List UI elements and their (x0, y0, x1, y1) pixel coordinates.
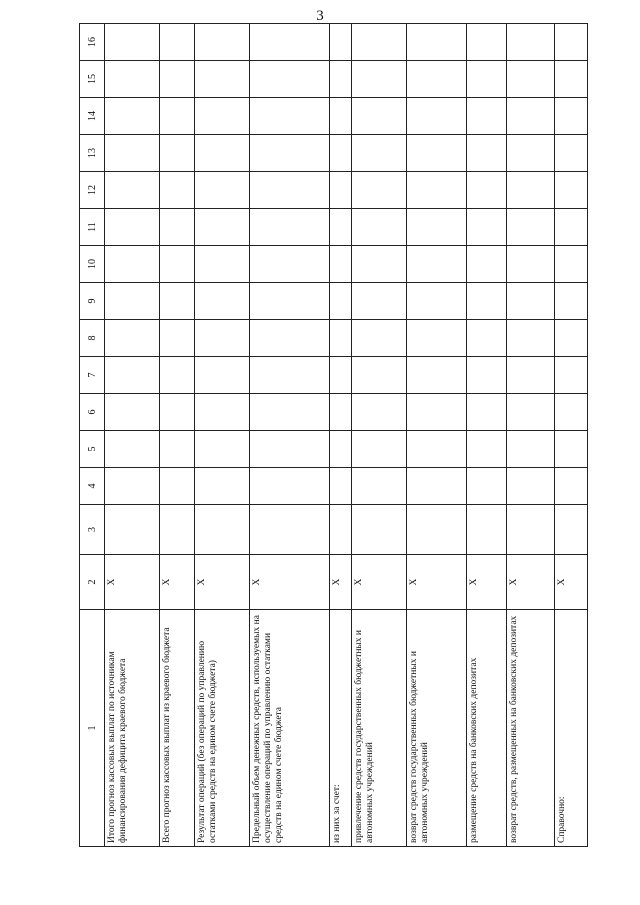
row-label: размещение средств на банковских депозитах (467, 610, 507, 847)
empty-cell (407, 505, 467, 555)
empty-cell (407, 24, 467, 61)
empty-cell (467, 431, 507, 468)
empty-cell (195, 24, 250, 61)
empty-cell (160, 320, 195, 357)
table-row (467, 24, 507, 847)
column-header-16: 16 (80, 24, 105, 61)
empty-cell (330, 283, 352, 320)
empty-cell (467, 320, 507, 357)
empty-cell (250, 431, 330, 468)
empty-cell (330, 505, 352, 555)
table-row (352, 24, 407, 847)
empty-cell (407, 394, 467, 431)
x-mark-cell: X (195, 555, 250, 610)
empty-cell (105, 505, 160, 555)
empty-cell (160, 24, 195, 61)
empty-cell (250, 24, 330, 61)
empty-cell (352, 283, 407, 320)
empty-cell (555, 431, 588, 468)
empty-cell (467, 468, 507, 505)
table-row (407, 24, 467, 847)
x-mark-cell: X (507, 555, 555, 610)
empty-cell (195, 468, 250, 505)
empty-cell (195, 320, 250, 357)
empty-cell (330, 61, 352, 98)
x-mark-cell: X (467, 555, 507, 610)
empty-cell (467, 246, 507, 283)
empty-cell (105, 468, 160, 505)
empty-cell (195, 431, 250, 468)
empty-cell (160, 431, 195, 468)
column-header-5: 5 (80, 431, 105, 468)
empty-cell (407, 357, 467, 394)
empty-cell (555, 468, 588, 505)
empty-cell (555, 135, 588, 172)
empty-cell (352, 209, 407, 246)
empty-cell (250, 209, 330, 246)
column-header-10: 10 (80, 246, 105, 283)
empty-cell (160, 172, 195, 209)
empty-cell (407, 209, 467, 246)
x-mark-cell: X (250, 555, 330, 610)
empty-cell (105, 320, 160, 357)
column-header-6: 6 (80, 394, 105, 431)
empty-cell (352, 468, 407, 505)
empty-cell (250, 505, 330, 555)
empty-cell (160, 505, 195, 555)
empty-cell (195, 246, 250, 283)
row-label: Справочно: (555, 610, 588, 847)
empty-cell (250, 98, 330, 135)
empty-cell (330, 172, 352, 209)
empty-cell (330, 357, 352, 394)
empty-cell (507, 394, 555, 431)
empty-cell (407, 172, 467, 209)
empty-cell (467, 98, 507, 135)
empty-cell (507, 61, 555, 98)
column-header-15: 15 (80, 61, 105, 98)
empty-cell (105, 98, 160, 135)
row-label: Предельный объем денежных средств, используемых на осуществление операций по управлению остатками средств на едином счете бюджета (250, 610, 330, 847)
table-row (330, 24, 352, 847)
empty-cell (352, 61, 407, 98)
empty-cell (467, 135, 507, 172)
empty-cell (555, 394, 588, 431)
empty-cell (407, 246, 467, 283)
empty-cell (352, 98, 407, 135)
empty-cell (507, 468, 555, 505)
empty-cell (195, 172, 250, 209)
column-header-13: 13 (80, 135, 105, 172)
empty-cell (555, 246, 588, 283)
empty-cell (407, 468, 467, 505)
empty-cell (507, 505, 555, 555)
x-mark-cell: X (352, 555, 407, 610)
empty-cell (507, 357, 555, 394)
empty-cell (250, 61, 330, 98)
empty-cell (250, 135, 330, 172)
empty-cell (467, 61, 507, 98)
empty-cell (467, 505, 507, 555)
empty-cell (507, 98, 555, 135)
empty-cell (195, 357, 250, 394)
table-row (250, 24, 330, 847)
empty-cell (555, 24, 588, 61)
empty-cell (195, 394, 250, 431)
empty-cell (352, 394, 407, 431)
empty-cell (352, 135, 407, 172)
empty-cell (467, 357, 507, 394)
empty-cell (105, 283, 160, 320)
empty-cell (352, 246, 407, 283)
empty-cell (105, 357, 160, 394)
empty-cell (467, 172, 507, 209)
row-label: Итого прогноз кассовых выплат по источникам финансирования дефицита краевого бюджета (105, 610, 160, 847)
empty-cell (330, 246, 352, 283)
empty-cell (160, 61, 195, 98)
empty-cell (467, 209, 507, 246)
empty-cell (507, 320, 555, 357)
page-number: 3 (316, 8, 324, 24)
empty-cell (105, 24, 160, 61)
empty-cell (507, 283, 555, 320)
empty-cell (555, 172, 588, 209)
row-label: возврат средств государственных бюджетных и автономных учреждений (407, 610, 467, 847)
empty-cell (555, 61, 588, 98)
empty-cell (160, 357, 195, 394)
empty-cell (250, 357, 330, 394)
x-mark-cell: X (160, 555, 195, 610)
empty-cell (160, 98, 195, 135)
empty-cell (407, 320, 467, 357)
empty-cell (250, 283, 330, 320)
empty-cell (105, 135, 160, 172)
empty-cell (407, 283, 467, 320)
empty-cell (467, 394, 507, 431)
row-label: возврат средств, размещенных на банковских депозитах (507, 610, 555, 847)
empty-cell (160, 283, 195, 320)
empty-cell (352, 357, 407, 394)
empty-cell (250, 468, 330, 505)
empty-cell (105, 61, 160, 98)
empty-cell (195, 505, 250, 555)
empty-cell (330, 468, 352, 505)
column-header-3: 3 (80, 505, 105, 555)
x-mark-cell: X (330, 555, 352, 610)
row-label: Результат операций (без операций по управлению остатками средств на едином счете бюджета) (195, 610, 250, 847)
table-row (195, 24, 250, 847)
empty-cell (105, 394, 160, 431)
empty-cell (507, 431, 555, 468)
empty-cell (195, 61, 250, 98)
empty-cell (250, 172, 330, 209)
column-header-4: 4 (80, 468, 105, 505)
column-header-7: 7 (80, 357, 105, 394)
table-row (160, 24, 195, 847)
empty-cell (467, 24, 507, 61)
column-header-8: 8 (80, 320, 105, 357)
row-label: из них за счет: (330, 610, 352, 847)
empty-cell (352, 320, 407, 357)
empty-cell (105, 431, 160, 468)
empty-cell (407, 98, 467, 135)
empty-cell (467, 283, 507, 320)
empty-cell (555, 283, 588, 320)
empty-cell (195, 283, 250, 320)
empty-cell (352, 172, 407, 209)
x-mark-cell: X (105, 555, 160, 610)
empty-cell (407, 431, 467, 468)
column-header-2: 2 (80, 555, 105, 610)
empty-cell (352, 24, 407, 61)
empty-cell (195, 98, 250, 135)
empty-cell (407, 61, 467, 98)
empty-cell (555, 209, 588, 246)
empty-cell (160, 394, 195, 431)
empty-cell (250, 320, 330, 357)
empty-cell (105, 246, 160, 283)
x-mark-cell: X (555, 555, 588, 610)
empty-cell (507, 209, 555, 246)
empty-cell (330, 320, 352, 357)
table-row (507, 24, 555, 847)
empty-cell (555, 320, 588, 357)
empty-cell (105, 209, 160, 246)
empty-cell (407, 135, 467, 172)
empty-cell (555, 357, 588, 394)
empty-cell (330, 135, 352, 172)
column-header-9: 9 (80, 283, 105, 320)
column-header-12: 12 (80, 172, 105, 209)
rotated-table-container (79, 37, 584, 847)
empty-cell (250, 394, 330, 431)
empty-cell (507, 24, 555, 61)
empty-cell (160, 209, 195, 246)
empty-cell (160, 135, 195, 172)
column-header-1: 1 (80, 610, 105, 847)
table-row (555, 24, 588, 847)
table-row (105, 24, 160, 847)
header-row (80, 24, 105, 847)
empty-cell (160, 246, 195, 283)
empty-cell (555, 505, 588, 555)
x-mark-cell: X (407, 555, 467, 610)
row-label: Всего прогноз кассовых выплат из краевого бюджета (160, 610, 195, 847)
empty-cell (330, 98, 352, 135)
cash-forecast-table (79, 23, 588, 847)
empty-cell (105, 172, 160, 209)
empty-cell (352, 505, 407, 555)
column-header-11: 11 (80, 209, 105, 246)
empty-cell (195, 209, 250, 246)
empty-cell (507, 135, 555, 172)
empty-cell (195, 135, 250, 172)
empty-cell (330, 394, 352, 431)
column-header-14: 14 (80, 98, 105, 135)
empty-cell (330, 209, 352, 246)
empty-cell (330, 431, 352, 468)
empty-cell (507, 246, 555, 283)
empty-cell (330, 24, 352, 61)
row-label: привлечение средств государственных бюджетных и автономных учреждений (352, 610, 407, 847)
empty-cell (250, 246, 330, 283)
empty-cell (352, 431, 407, 468)
empty-cell (160, 468, 195, 505)
empty-cell (507, 172, 555, 209)
empty-cell (555, 98, 588, 135)
